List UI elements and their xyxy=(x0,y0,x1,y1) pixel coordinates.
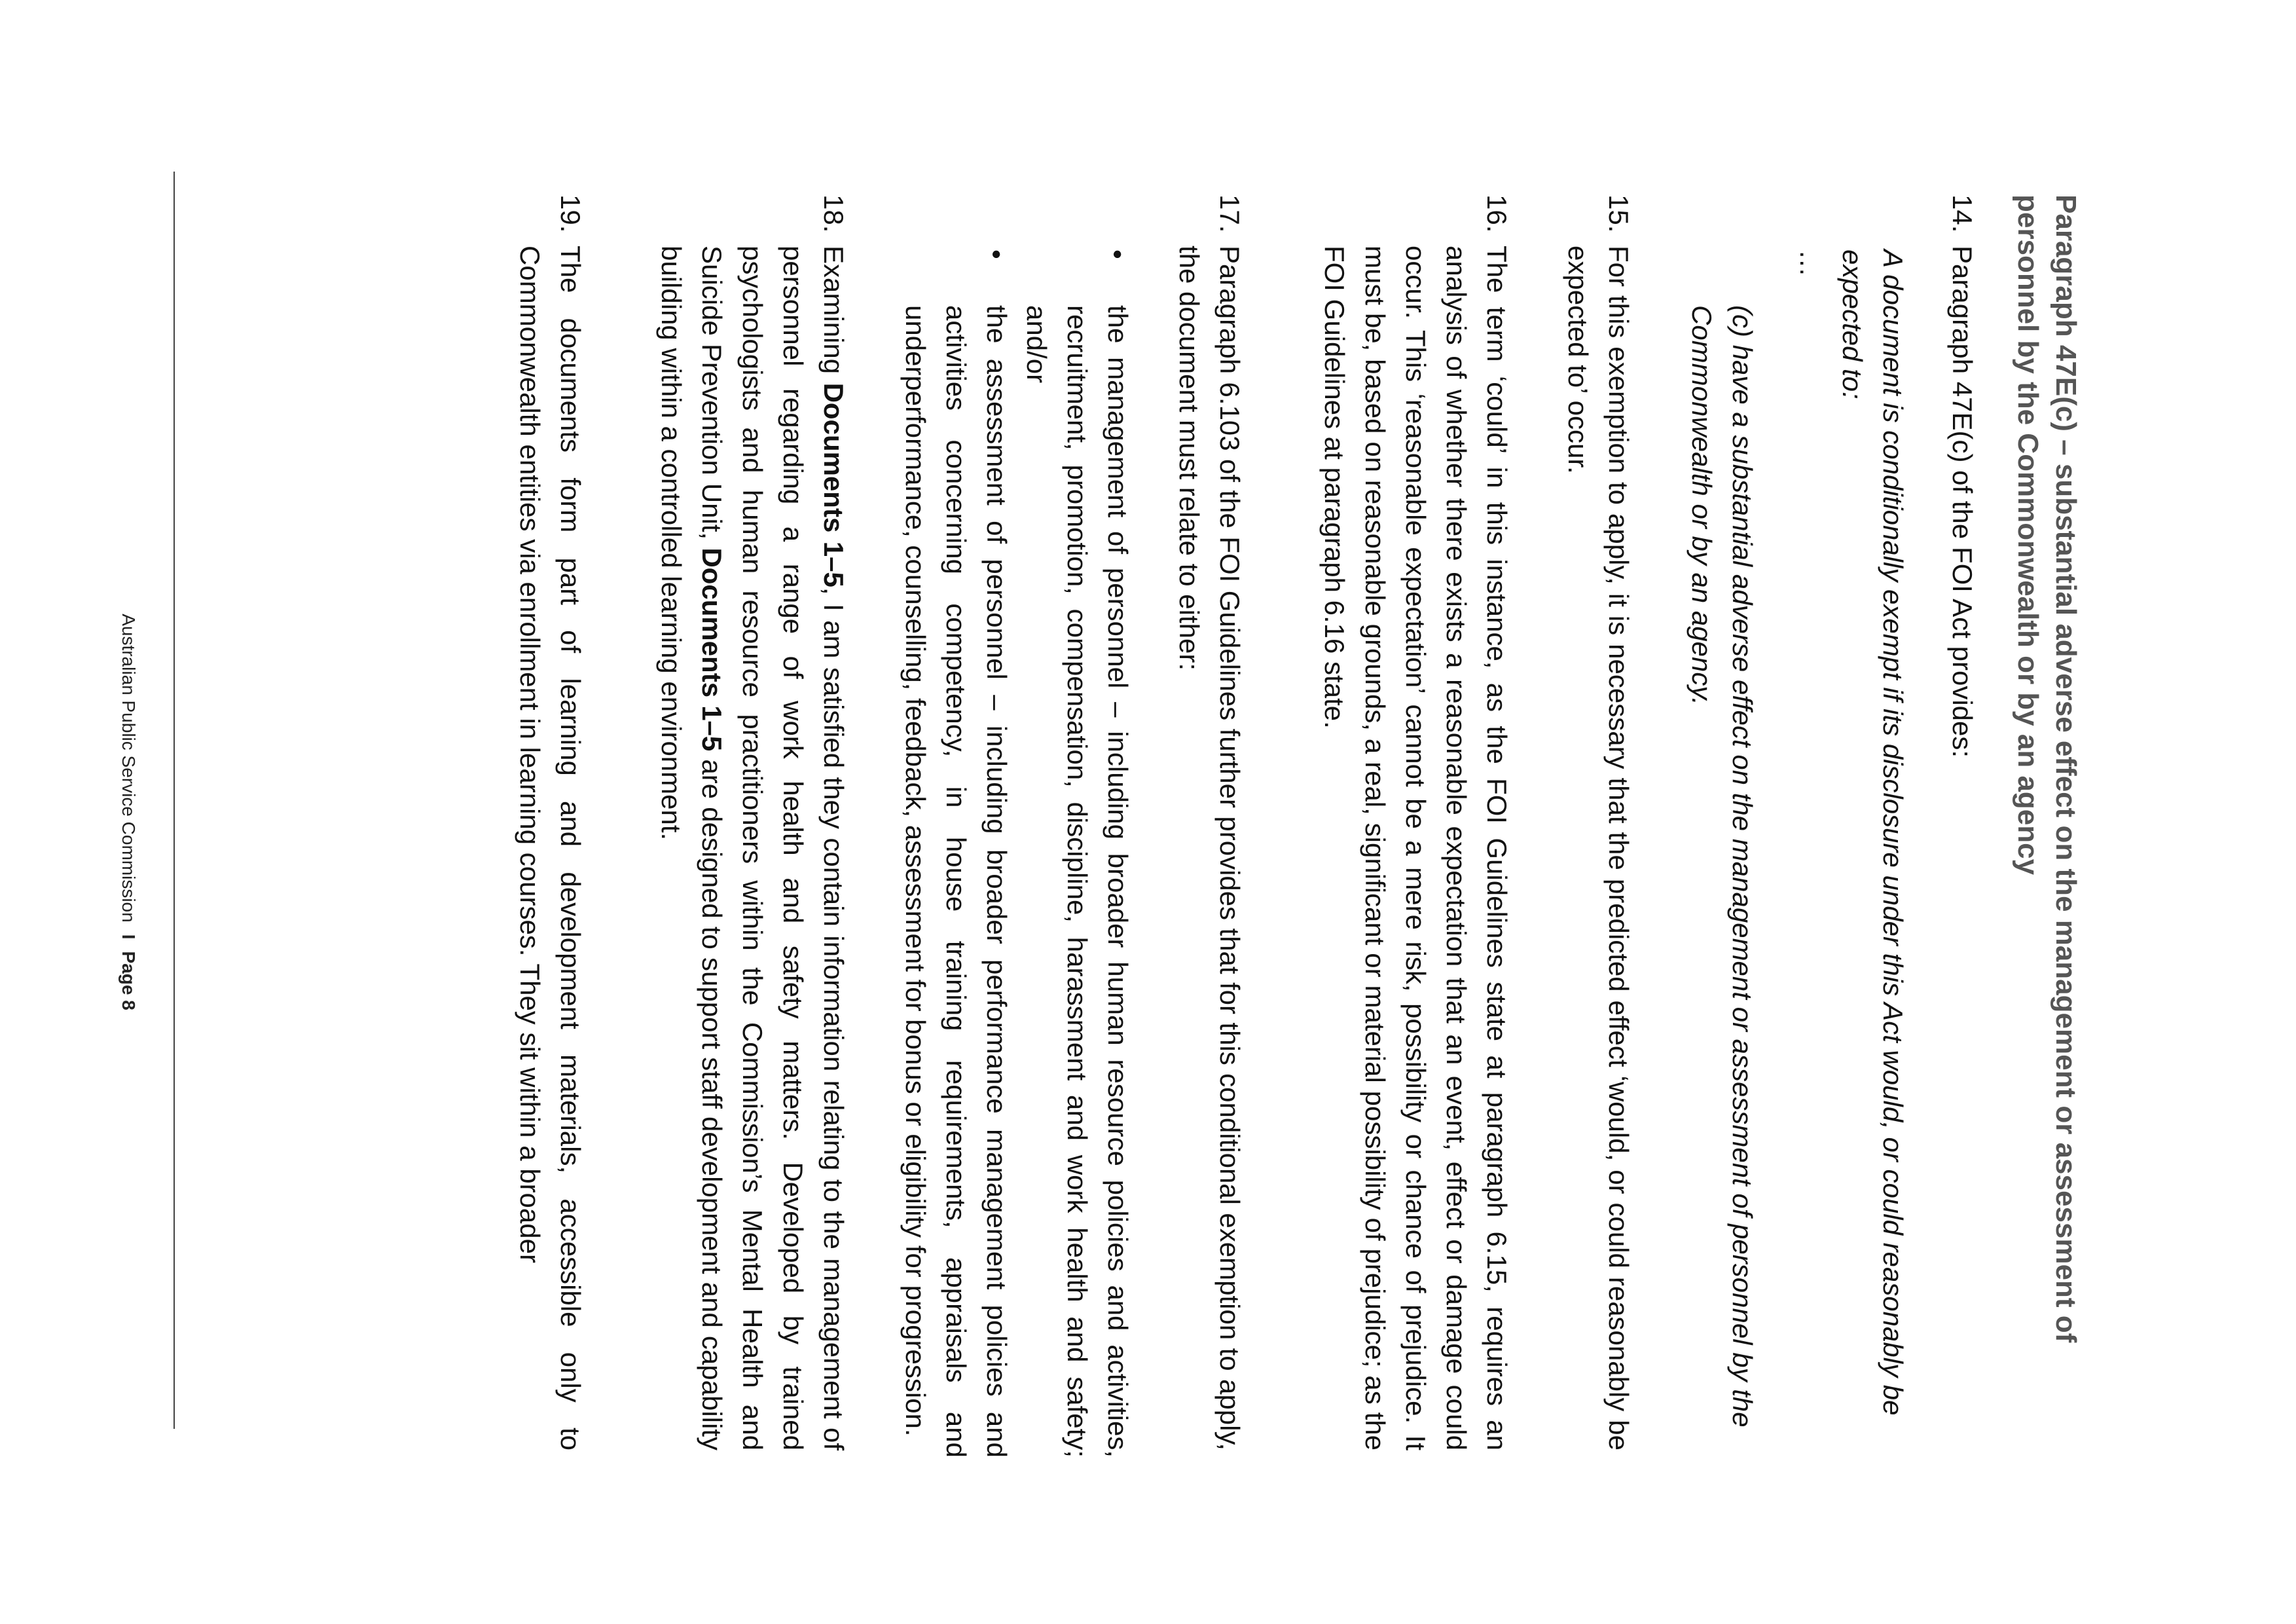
bullet-icon: • xyxy=(1102,249,1133,259)
paragraph-18-text-b: , I am satisfied they contain information relating to the management of personnel regarding a range of work health and safety matters. Developed by trained psychologists and human resource practitioners within the Commission’s Mental Health and Suicide Prevention Unit, xyxy=(697,246,849,1450)
page-number: Page 8 xyxy=(118,951,139,1010)
paragraph-18-bold-b: Documents 1–5 xyxy=(697,547,727,752)
footer-divider xyxy=(173,172,175,1429)
paragraph-18-text-c: are designed to support staff development and capability building within a controlled learning environment. xyxy=(656,246,727,1450)
paragraph-number: 14. xyxy=(1947,194,1978,233)
paragraph-14: Paragraph 47E(c) of the FOI Act provides: xyxy=(1947,246,1978,758)
paragraph-number: 17. xyxy=(1214,194,1245,233)
bullet-item-assessment: the assessment of personnel – including broader performance management policies and activities concerning competency, in house training requirements, appraisals and underperformance, counselling, feedback, assessment for bonus or eligibility for progression. xyxy=(900,305,1012,1458)
paragraph-18-text-a: Examining xyxy=(818,246,849,383)
paragraph-16: The term ‘could’ in this instance, as the FOI Guidelines state at paragraph 6.15, requires an analysis of whether there exists a reasonable expectation that an event, effect or damage could occur. This ‘reasonable expectation’ cannot be a mere risk, possibility or chance of prejudice. It must be, based on reasonable grounds, a real, significant or material possibility of prejudice; as the FOI Guidelines at paragraph 6.16 state. xyxy=(1319,246,1512,1450)
page-footer xyxy=(117,0,139,1624)
bullet-item-management: the management of personnel – including broader human resource policies and activities, recruitment, promotion, compensation, discipline, harassment and work health and safety; and/or xyxy=(1021,305,1133,1458)
quoted-provision-c: (c) have a substantial adverse effect on the management or assessment of personnel by the Commonwealth or by an agency. xyxy=(1686,305,1758,1428)
bullet-icon: • xyxy=(981,249,1012,259)
quoted-provision-intro: A document is conditionally exempt if its disclosure under this Act would, or could reasonably be expected to: xyxy=(1837,249,1908,1416)
paragraph-18 xyxy=(651,246,854,1450)
paragraph-number: 16. xyxy=(1482,194,1512,233)
paragraph-number: 18. xyxy=(818,194,849,233)
quoted-ellipsis: … xyxy=(1795,249,1825,277)
paragraph-number: 19. xyxy=(555,194,586,233)
footer-separator: I xyxy=(118,934,139,940)
paragraph-18-bold-a: Documents 1–5 xyxy=(818,382,849,587)
paragraph-17: Paragraph 6.103 of the FOI Guidelines further provides that for this conditional exemption to apply, the document must relate to either: xyxy=(1174,246,1245,1450)
paragraph-number: 15. xyxy=(1603,194,1634,233)
footer-organisation: Australian Public Service Commission xyxy=(118,614,139,923)
paragraph-19: The documents form part of learning and development materials, accessible only to Commonwealth entities via enrollment in learning courses. They sit within a broader xyxy=(515,246,586,1450)
section-heading: Paragraph 47E(c) – substantial adverse effect on the management or assessment of personnel by the Commonwealth or by an agency xyxy=(2012,194,2082,1343)
paragraph-15: For this exemption to apply, it is necessary that the predicted effect ‘would, or could reasonably be expected to’ occur. xyxy=(1563,246,1634,1450)
